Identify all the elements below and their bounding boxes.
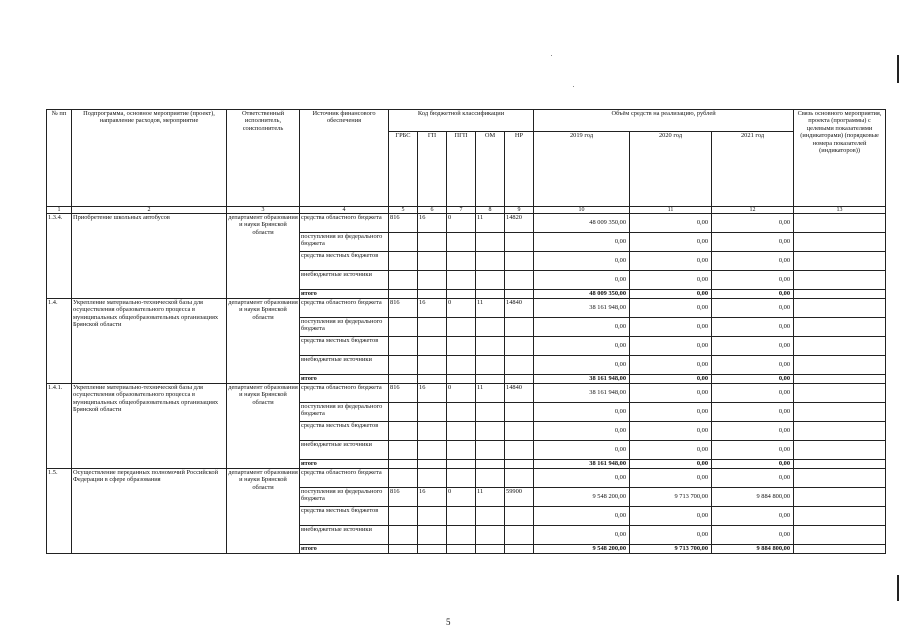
amount-cell: 0,00 [630,526,712,545]
code-om [476,422,505,441]
code-gp [418,422,447,441]
column-number: 4 [300,207,389,214]
source-label: средства областного бюджета [300,299,389,318]
code-pgp [447,422,476,441]
source-label: поступления из федерального бюджета [300,488,389,507]
code-grbs: 816 [389,384,418,403]
margin-mark [897,55,899,83]
code-om [476,403,505,422]
amount-cell: 0,00 [630,384,712,403]
source-label: поступления из федерального бюджета [300,403,389,422]
code-gp [418,507,447,526]
activity-name: Укрепление материально-технической базы для осуществления образовательного процесса в муниципальных общеобразовательных организациях Брянской области [72,299,227,384]
scan-speck [573,86,574,87]
margin-mark [897,575,899,601]
code-pgp [447,337,476,356]
column-number: 3 [227,207,300,214]
code-pgp [447,233,476,252]
source-label: средства областного бюджета [300,469,389,488]
executor: департамент образования и науки Брянской области [227,384,300,469]
code-pgp: 0 [447,299,476,318]
executor: департамент образования и науки Брянской области [227,299,300,384]
code-om [476,271,505,290]
header-code-group: Код бюджетной классификации [389,110,534,132]
indicator-link [794,441,886,460]
source-label: средства местных бюджетов [300,507,389,526]
code-gp [418,233,447,252]
code-nr [505,233,534,252]
code-grbs [389,318,418,337]
row-number: 1.3.4. [47,214,72,299]
column-number: 8 [476,207,505,214]
amount-cell: 0,00 [630,233,712,252]
code-nr: 59900 [505,488,534,507]
code-gp [418,318,447,337]
amount-cell: 0,00 [712,441,794,460]
header-source: Источник финансового обеспечения [300,110,389,207]
code-om: 11 [476,299,505,318]
header-gp: ГП [418,132,447,207]
row-number: 1.4.1. [47,384,72,469]
code-grbs: 816 [389,299,418,318]
total-amount: 0,00 [712,460,794,469]
amount-cell: 0,00 [630,299,712,318]
header-no: № пп [47,110,72,207]
code-om: 11 [476,214,505,233]
code-grbs [389,375,418,384]
code-grbs [389,422,418,441]
code-om [476,375,505,384]
code-nr [505,441,534,460]
code-grbs [389,290,418,299]
executor: департамент образования и науки Брянской области [227,469,300,554]
header-link: Связь основного мероприятия, проекта (программы) с целевыми показателями (индикаторами) (порядковые номера показателей (индикаторов)) [794,110,886,207]
amount-cell: 0,00 [630,271,712,290]
amount-cell: 0,00 [630,252,712,271]
code-grbs [389,526,418,545]
source-label: поступления из федерального бюджета [300,233,389,252]
code-om: 11 [476,488,505,507]
header-grbs: ГРБС [389,132,418,207]
header-executor: Ответственный исполнитель, соисполнитель [227,110,300,207]
code-om [476,290,505,299]
column-number: 6 [418,207,447,214]
code-nr [505,545,534,554]
indicator-link [794,337,886,356]
code-nr [505,403,534,422]
amount-cell: 0,00 [630,356,712,375]
code-gp [418,271,447,290]
code-gp: 16 [418,299,447,318]
header-om: ОМ [476,132,505,207]
code-nr [505,460,534,469]
indicator-link [794,403,886,422]
column-number: 13 [794,207,886,214]
amount-cell: 0,00 [534,441,630,460]
code-pgp: 0 [447,214,476,233]
code-grbs [389,252,418,271]
amount-cell: 0,00 [630,422,712,441]
indicator-link [794,214,886,233]
activity-name: Приобретение школьных автобусов [72,214,227,299]
indicator-link [794,507,886,526]
budget-table [46,109,886,554]
indicator-link [794,488,886,507]
amount-cell: 0,00 [534,507,630,526]
header-nr: НР [505,132,534,207]
code-nr [505,356,534,375]
code-pgp [447,356,476,375]
code-grbs: 816 [389,488,418,507]
code-nr [505,375,534,384]
amount-cell: 0,00 [630,469,712,488]
total-label: итого [300,545,389,554]
total-label: итого [300,375,389,384]
source-label: внебюджетные источники [300,356,389,375]
amount-cell: 0,00 [630,214,712,233]
code-nr [505,507,534,526]
source-label: средства местных бюджетов [300,422,389,441]
code-pgp [447,460,476,469]
header-2019: 2019 год [534,132,630,207]
amount-cell: 0,00 [630,507,712,526]
column-number: 5 [389,207,418,214]
total-amount: 0,00 [630,375,712,384]
code-om [476,356,505,375]
code-nr: 14840 [505,384,534,403]
row-number: 1.5. [47,469,72,554]
amount-cell: 0,00 [534,469,630,488]
total-amount: 9 713 700,00 [630,545,712,554]
indicator-link [794,526,886,545]
column-number: 7 [447,207,476,214]
code-gp [418,290,447,299]
source-label: внебюджетные источники [300,526,389,545]
code-nr [505,469,534,488]
indicator-link [794,356,886,375]
code-grbs [389,469,418,488]
amount-cell: 0,00 [630,318,712,337]
amount-cell: 0,00 [630,337,712,356]
code-nr [505,422,534,441]
amount-cell: 0,00 [630,441,712,460]
code-nr [505,252,534,271]
amount-cell: 0,00 [712,299,794,318]
code-om [476,469,505,488]
activity-name: Укрепление материально-технической базы для осуществления образовательного процесса в муниципальных общеобразовательных организациях Брянской области [72,384,227,469]
scan-speck [551,55,552,56]
code-gp [418,526,447,545]
total-amount: 9 548 200,00 [534,545,630,554]
code-grbs [389,271,418,290]
column-number-row [47,207,886,214]
code-pgp [447,526,476,545]
code-om [476,526,505,545]
column-number: 1 [47,207,72,214]
amount-cell: 0,00 [534,233,630,252]
code-nr: 14840 [505,299,534,318]
code-nr [505,271,534,290]
code-om [476,507,505,526]
code-gp [418,469,447,488]
code-om [476,318,505,337]
column-number: 10 [534,207,630,214]
code-gp [418,337,447,356]
code-pgp [447,507,476,526]
code-om [476,252,505,271]
amount-cell: 0,00 [534,422,630,441]
amount-cell: 0,00 [630,403,712,422]
amount-cell: 0,00 [712,422,794,441]
total-label: итого [300,460,389,469]
code-gp [418,252,447,271]
code-nr [505,526,534,545]
code-nr: 14820 [505,214,534,233]
code-pgp: 0 [447,384,476,403]
code-nr [505,290,534,299]
amount-cell: 0,00 [534,356,630,375]
budget-table-container [46,109,882,590]
total-amount: 48 009 350,00 [534,290,630,299]
indicator-link [794,422,886,441]
indicator-link [794,460,886,469]
code-grbs [389,460,418,469]
code-gp [418,460,447,469]
code-pgp [447,271,476,290]
activity-name: Осуществление переданных полномочий Российской Федерации в сфере образования [72,469,227,554]
table-row [47,299,886,318]
amount-cell: 38 161 948,00 [534,384,630,403]
indicator-link [794,299,886,318]
amount-cell: 0,00 [534,526,630,545]
amount-cell: 0,00 [712,526,794,545]
code-om [476,441,505,460]
code-om: 11 [476,384,505,403]
code-gp: 16 [418,384,447,403]
code-gp [418,403,447,422]
total-label: итого [300,290,389,299]
amount-cell: 0,00 [712,318,794,337]
code-gp [418,441,447,460]
amount-cell: 0,00 [712,384,794,403]
code-gp [418,375,447,384]
code-pgp [447,290,476,299]
indicator-link [794,384,886,403]
table-row [47,469,886,488]
amount-cell: 0,00 [712,214,794,233]
amount-cell: 0,00 [534,271,630,290]
table-body [47,214,886,554]
code-om [476,233,505,252]
source-label: средства областного бюджета [300,384,389,403]
header-name: Подпрограмма, основное мероприятие (проект), направление расходов, мероприятие [72,110,227,207]
code-grbs [389,337,418,356]
code-gp [418,356,447,375]
source-label: внебюджетные источники [300,441,389,460]
amount-cell: 0,00 [712,507,794,526]
amount-cell: 0,00 [534,252,630,271]
code-gp [418,545,447,554]
indicator-link [794,271,886,290]
source-label: средства местных бюджетов [300,252,389,271]
code-grbs [389,545,418,554]
source-label: средства местных бюджетов [300,337,389,356]
code-pgp [447,375,476,384]
code-gp: 16 [418,488,447,507]
executor: департамент образования и науки Брянской области [227,214,300,299]
amount-cell: 0,00 [712,469,794,488]
table-row [47,214,886,233]
code-pgp [447,252,476,271]
total-amount: 0,00 [630,460,712,469]
code-pgp [447,545,476,554]
total-amount: 0,00 [630,290,712,299]
code-nr [505,337,534,356]
total-amount: 9 884 800,00 [712,545,794,554]
header-volume-group: Объём средств на реализацию, рублей [534,110,794,132]
amount-cell: 0,00 [712,252,794,271]
total-amount: 38 161 948,00 [534,460,630,469]
code-grbs [389,233,418,252]
indicator-link [794,545,886,554]
indicator-link [794,233,886,252]
amount-cell: 0,00 [534,403,630,422]
code-pgp [447,403,476,422]
column-number: 9 [505,207,534,214]
code-pgp: 0 [447,488,476,507]
indicator-link [794,469,886,488]
code-om [476,545,505,554]
row-number: 1.4. [47,299,72,384]
amount-cell: 9 884 800,00 [712,488,794,507]
code-pgp [447,318,476,337]
column-number: 2 [72,207,227,214]
code-grbs [389,356,418,375]
amount-cell: 9 713 700,00 [630,488,712,507]
amount-cell: 0,00 [534,318,630,337]
header-pgp: ПГП [447,132,476,207]
source-label: средства областного бюджета [300,214,389,233]
code-grbs [389,507,418,526]
header-2021: 2021 год [712,132,794,207]
amount-cell: 9 548 200,00 [534,488,630,507]
code-pgp [447,441,476,460]
column-number: 12 [712,207,794,214]
indicator-link [794,252,886,271]
total-amount: 38 161 948,00 [534,375,630,384]
code-nr [505,318,534,337]
amount-cell: 0,00 [534,337,630,356]
page-number: 5 [446,617,451,627]
table-row [47,384,886,403]
total-amount: 0,00 [712,375,794,384]
header-2020: 2020 год [630,132,712,207]
code-om [476,460,505,469]
amount-cell: 48 009 350,00 [534,214,630,233]
amount-cell: 0,00 [712,233,794,252]
amount-cell: 38 161 948,00 [534,299,630,318]
amount-cell: 0,00 [712,403,794,422]
code-om [476,337,505,356]
code-grbs: 816 [389,214,418,233]
indicator-link [794,290,886,299]
amount-cell: 0,00 [712,356,794,375]
code-gp: 16 [418,214,447,233]
amount-cell: 0,00 [712,337,794,356]
code-grbs [389,403,418,422]
code-grbs [389,441,418,460]
source-label: поступления из федерального бюджета [300,318,389,337]
column-number: 11 [630,207,712,214]
indicator-link [794,318,886,337]
code-pgp [447,469,476,488]
source-label: внебюджетные источники [300,271,389,290]
indicator-link [794,375,886,384]
total-amount: 0,00 [712,290,794,299]
amount-cell: 0,00 [712,271,794,290]
